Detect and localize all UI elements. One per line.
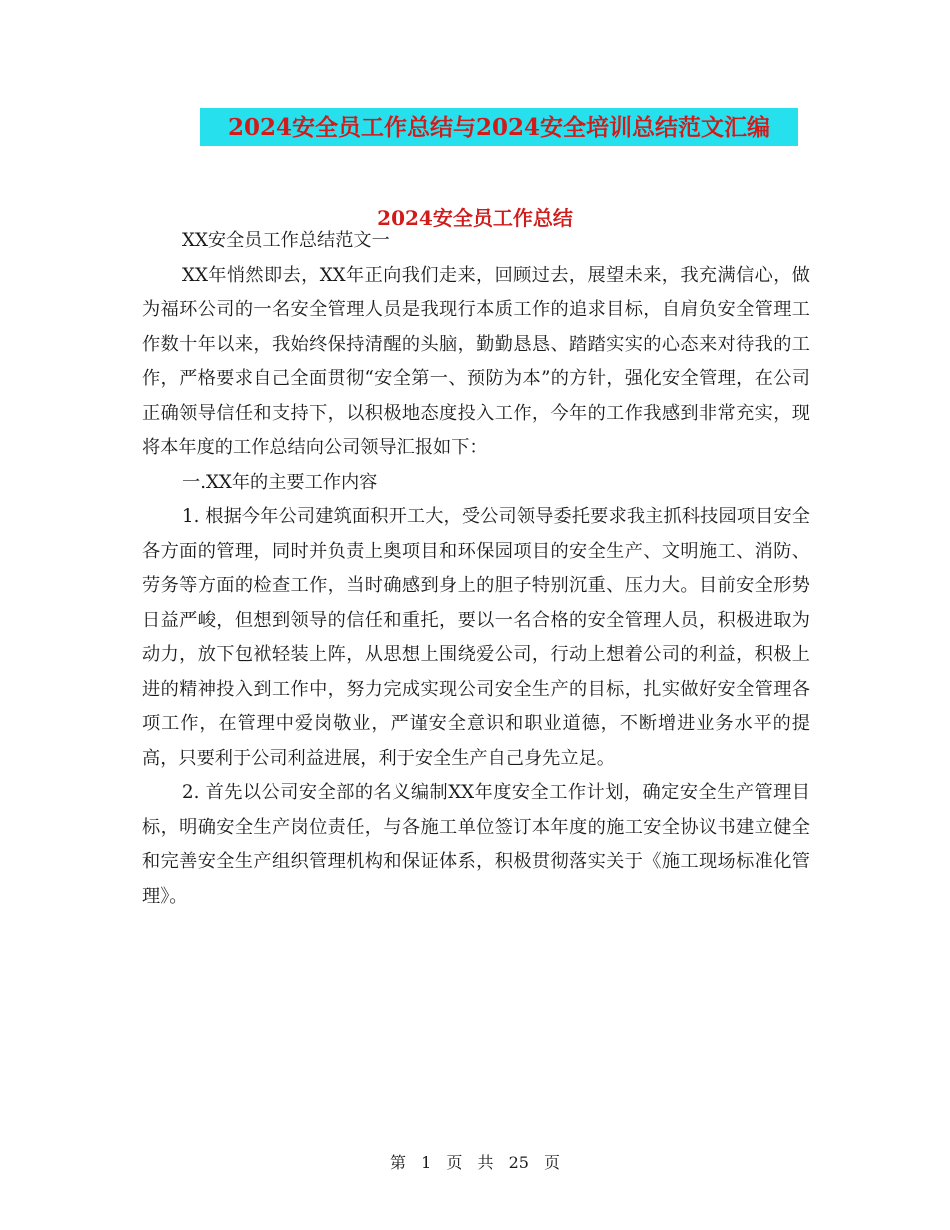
paragraph-item-1: 1. 根据今年公司建筑面积开工大，受公司领导委托要求我主抓科技园项目安全各方面的管理，同时并负责上奥项目和环保园项目的安全生产、文明施工、消防、劳务等方面的检查工作，当时确感到身上的胆子特别沉重、压力大。目前安全形势日益严峻，但想到领导的信任和重托，要以一名合格的安全管理人员，积极进取为动力，放下包袱轻装上阵，从思想上围绕爱公司，行动上想着公司的利益，积极上进的精神投入到工作中，努力完成实现公司安全生产的目标，扎实做好安全管理各项工作，在管理中爱岗敬业，严谨安全意识和职业道德，不断增进业务水平的提高，只要利于公司利益进展，利于安全生产自己身先立足。 [142,506,810,769]
footer-prefix: 第 [389,1153,406,1172]
paragraph-item-2: 2. 首先以公司安全部的名义编制XX年度安全工作计划，确定安全生产管理目标，明确安全生产岗位责任，与各施工单位签订本年度的施工安全协议书建立健全和完善安全生产组织管理机构和保证体系，积极贯彻落实关于《施工现场标准化管理》。 [142,782,810,907]
section-title: 2024安全员工作总结 [377,206,573,230]
footer-total-prefix: 共 [477,1153,494,1172]
paragraph-heading-main-work: 一.XX年的主要工作内容 [182,471,378,493]
document-body [142,224,810,914]
paragraph-intro: XX年悄然即去，XX年正向我们走来，回顾过去，展望未来，我充满信心，做为福环公司的一名安全管理人员是我现行本质工作的追求目标，自肩负安全管理工作数十年以来，我始终保持清醒的头脑，勤勤恳恳、踏踏实实的心态来对待我的工作，严格要求自己全面贯彻“安全第一、预防为本”的方针，强化安全管理，在公司正确领导信任和支持下，以积极地态度投入工作，今年的工作我感到非常充实，现将本年度的工作总结向公司领导汇报如下： [142,264,810,458]
footer-suffix: 页 [544,1153,561,1172]
footer-total-pages: 25 [508,1153,529,1172]
footer-page-word: 页 [446,1153,463,1172]
footer-current-page: 1 [421,1153,432,1172]
document-title: 2024安全员工作总结与2024安全培训总结范文汇编 [227,114,771,141]
paragraph-subheading: XX安全员工作总结范文一 [182,230,390,251]
page-footer [0,1150,950,1173]
